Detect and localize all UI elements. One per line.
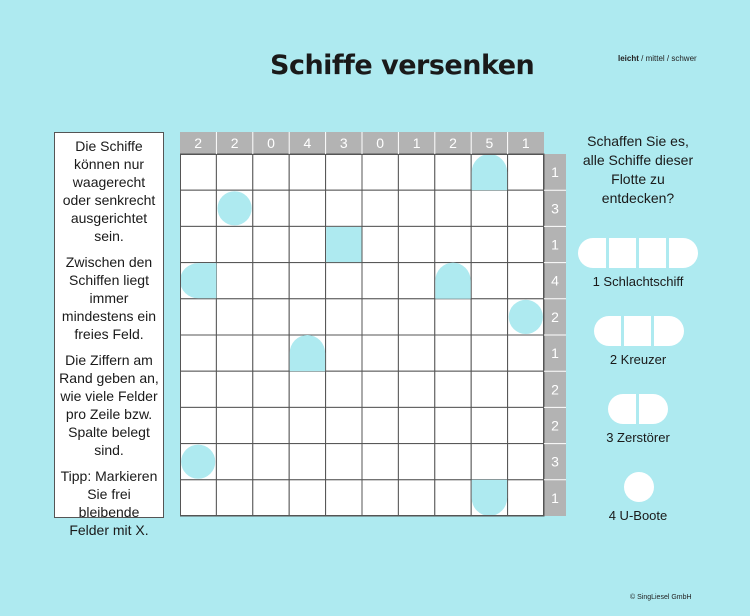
grid-cell[interactable]	[435, 407, 471, 443]
grid-cell[interactable]	[180, 371, 216, 407]
column-count: 0	[267, 135, 275, 151]
grid-cell[interactable]	[180, 407, 216, 443]
game-board	[180, 132, 570, 522]
grid-cell[interactable]	[180, 299, 216, 335]
grid-cell[interactable]	[180, 335, 216, 371]
grid-cell[interactable]	[508, 480, 544, 516]
ship-hint-end	[180, 263, 216, 298]
grid-cell[interactable]	[398, 226, 434, 262]
grid-cell[interactable]	[326, 407, 362, 443]
grid-cell[interactable]	[216, 407, 252, 443]
grid-cell[interactable]	[289, 480, 325, 516]
rule-1: Die Schiffe können nur waagerecht oder senkrecht ausgerichtet sein.	[62, 138, 156, 244]
fleet-submarine-label: 4 U-Boote	[608, 508, 668, 523]
grid-cell[interactable]	[253, 263, 289, 299]
grid-cell[interactable]	[289, 371, 325, 407]
grid-cell[interactable]	[435, 190, 471, 226]
grid-cell[interactable]	[435, 335, 471, 371]
grid-cell[interactable]	[508, 226, 544, 262]
grid-cell[interactable]	[435, 371, 471, 407]
grid-cell[interactable]	[508, 407, 544, 443]
rule-2: Zwischen den Schiffen liegt immer mindestens ein freies Feld.	[61, 254, 157, 342]
challenge-text: Schaffen Sie es, alle Schiffe dieser Flotte zu entdecken?	[582, 133, 694, 206]
grid-cell[interactable]	[471, 190, 507, 226]
grid-cell[interactable]	[398, 190, 434, 226]
grid-cell[interactable]	[471, 226, 507, 262]
grid-cell[interactable]	[289, 190, 325, 226]
grid-cell[interactable]	[471, 263, 507, 299]
fleet-cruiser-label: 2 Kreuzer	[609, 352, 667, 367]
grid-cell[interactable]	[216, 371, 252, 407]
row-count: 3	[551, 200, 559, 217]
grid-cell[interactable]	[253, 299, 289, 335]
ship-hint-end	[472, 480, 507, 516]
battleship-icon	[578, 238, 698, 268]
grid-cell[interactable]	[398, 154, 434, 190]
grid-cell[interactable]	[435, 444, 471, 480]
rules-box	[54, 132, 164, 538]
grid-cell[interactable]	[326, 154, 362, 190]
ship-hint-end	[472, 154, 507, 190]
grid-cell[interactable]	[435, 299, 471, 335]
row-count: 4	[551, 272, 559, 289]
grid-cell[interactable]	[362, 190, 398, 226]
grid-cell[interactable]	[398, 299, 434, 335]
ship-hint-circle	[218, 191, 252, 225]
column-count: 2	[230, 135, 239, 151]
grid-cell[interactable]	[362, 335, 398, 371]
grid-cell[interactable]	[253, 371, 289, 407]
ship-hint-circle	[509, 300, 543, 334]
destroyer-icon	[608, 394, 668, 424]
grid-cell[interactable]	[508, 190, 544, 226]
row-count: 1	[551, 164, 559, 181]
grid-cell[interactable]	[253, 335, 289, 371]
grid-cell[interactable]	[326, 444, 362, 480]
ship-hint-square	[326, 227, 361, 262]
grid-cell[interactable]	[289, 154, 325, 190]
grid-cell[interactable]	[435, 226, 471, 262]
grid-cell[interactable]	[362, 299, 398, 335]
grid-cell[interactable]	[216, 226, 252, 262]
grid-cell[interactable]	[253, 407, 289, 443]
grid-cell[interactable]	[508, 154, 544, 190]
grid-cell[interactable]	[362, 263, 398, 299]
row-count: 2	[551, 381, 559, 398]
copyright: © SingLiesel GmbH	[630, 594, 692, 601]
cruiser-icon	[594, 316, 684, 346]
column-count: 3	[339, 135, 348, 151]
grid-cell[interactable]	[289, 299, 325, 335]
grid-cell[interactable]	[398, 263, 434, 299]
grid-cell[interactable]	[253, 190, 289, 226]
submarine-icon	[624, 472, 654, 502]
grid-cell[interactable]	[289, 263, 325, 299]
grid-cell[interactable]	[326, 299, 362, 335]
grid-cell[interactable]	[216, 335, 252, 371]
grid-cell[interactable]	[362, 407, 398, 443]
row-count: 2	[551, 417, 559, 434]
grid-cell[interactable]	[471, 371, 507, 407]
grid-cell[interactable]	[253, 154, 289, 190]
column-count: 0	[376, 135, 385, 151]
grid-cell[interactable]	[289, 407, 325, 443]
grid-cell[interactable]	[398, 407, 434, 443]
grid-cell[interactable]	[362, 154, 398, 190]
grid-cell[interactable]	[216, 154, 252, 190]
grid-cell[interactable]	[253, 480, 289, 516]
grid-cell[interactable]	[398, 444, 434, 480]
page-title: Schiffe versenken	[270, 50, 535, 81]
column-count: 5	[485, 135, 494, 151]
grid-cell[interactable]	[253, 226, 289, 262]
difficulty-options[interactable]: / mittel / schwer	[638, 54, 697, 63]
grid-cell[interactable]	[508, 263, 544, 299]
grid-cell[interactable]	[180, 226, 216, 262]
row-count: 1	[551, 489, 559, 506]
grid-cell[interactable]	[508, 335, 544, 371]
grid-cell[interactable]	[326, 371, 362, 407]
grid-cell[interactable]	[362, 444, 398, 480]
grid-cell[interactable]	[471, 444, 507, 480]
grid-cell[interactable]	[508, 444, 544, 480]
grid-cell[interactable]	[471, 335, 507, 371]
column-count: 4	[303, 135, 312, 151]
ship-hint-circle	[181, 445, 215, 479]
column-count: 2	[449, 135, 457, 151]
board-grid[interactable]	[180, 132, 570, 522]
rule-tip: Tipp: Markieren Sie frei bleibende Felder mit X.	[60, 468, 158, 538]
grid-cell[interactable]	[326, 263, 362, 299]
grid-cell[interactable]	[398, 371, 434, 407]
column-count: 1	[412, 135, 421, 151]
grid-cell[interactable]	[435, 154, 471, 190]
grid-cell[interactable]	[435, 480, 471, 516]
grid-cell[interactable]	[216, 299, 252, 335]
grid-cell[interactable]	[180, 154, 216, 190]
grid-cell[interactable]	[398, 480, 434, 516]
grid-cell[interactable]	[289, 226, 325, 262]
row-count: 3	[551, 453, 559, 470]
row-count: 1	[551, 236, 559, 253]
fleet-destroyer-label: 3 Zerstörer	[606, 430, 670, 445]
grid-cell[interactable]	[216, 263, 252, 299]
grid-cell[interactable]	[180, 480, 216, 516]
grid-cell[interactable]	[326, 335, 362, 371]
grid-cell[interactable]	[289, 444, 325, 480]
grid-cell[interactable]	[326, 480, 362, 516]
rule-3: Die Ziffern am Rand geben an, wie viele Felder pro Zeile bzw. Spalte belegt sind.	[59, 352, 159, 458]
fleet-battleship-label: 1 Schlachtschiff	[592, 274, 684, 289]
row-count: 1	[551, 345, 559, 362]
grid-cell[interactable]	[362, 226, 398, 262]
grid-cell[interactable]	[253, 444, 289, 480]
ship-hint-end	[290, 335, 325, 371]
grid-cell[interactable]	[326, 190, 362, 226]
grid-cell[interactable]	[180, 190, 216, 226]
grid-cell[interactable]	[508, 371, 544, 407]
grid-cell[interactable]	[216, 444, 252, 480]
row-count: 2	[551, 308, 559, 325]
column-count: 2	[194, 135, 203, 151]
grid-cell[interactable]	[216, 480, 252, 516]
grid-cell[interactable]	[362, 371, 398, 407]
difficulty-selected[interactable]: leicht	[618, 54, 639, 63]
grid-cell[interactable]	[471, 407, 507, 443]
grid-cell[interactable]	[471, 299, 507, 335]
difficulty-selector	[618, 54, 697, 63]
grid-cell[interactable]	[362, 480, 398, 516]
column-count: 1	[521, 135, 530, 151]
ship-hint-end	[435, 263, 470, 299]
grid-cell[interactable]	[398, 335, 434, 371]
